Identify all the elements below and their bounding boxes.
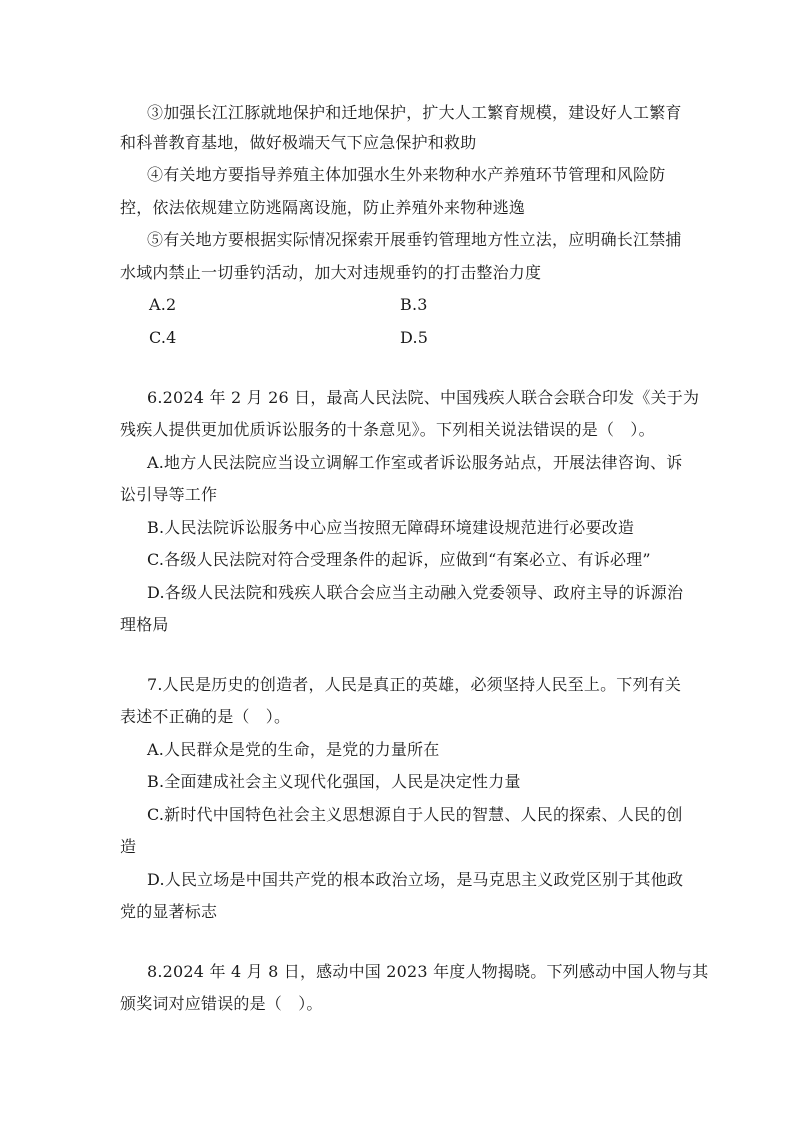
q7-option-b: B.全面建成社会主义现代化强国，人民是决定性力量 xyxy=(147,772,521,791)
q6-stem-line1: 6.2024 年 2 月 26 日，最高人民法院、中国残疾人联合会联合印发《关于为 xyxy=(147,388,700,407)
q5-item5-line2: 水域内禁止一切垂钓活动，加大对违规垂钓的打击整治力度 xyxy=(120,263,542,282)
q6-option-a-line1: A.地方人民法院应当设立调解工作室或者诉讼服务站点，开展法律咨询、诉 xyxy=(147,453,683,472)
q5-item4-line1: ④有关地方要指导养殖主体加强水生外来物种水产养殖环节管理和风险防 xyxy=(147,165,666,184)
q5-option-c: C.4 xyxy=(149,328,177,347)
q6-option-a-line2: 讼引导等工作 xyxy=(120,485,218,504)
q7-option-d-line2: 党的显著标志 xyxy=(120,902,218,921)
q6-stem-line2: 残疾人提供更加优质诉讼服务的十条意见》。下列相关说法错误的是（ ）。 xyxy=(120,420,655,439)
q8-stem-line1: 8.2024 年 4 月 8 日，感动中国 2023 年度人物揭晓。下列感动中国人物与其 xyxy=(147,962,709,981)
q7-option-c-line1: C.新时代中国特色社会主义思想源自于人民的智慧、人民的探索、人民的创 xyxy=(147,805,683,824)
q5-option-a: A.2 xyxy=(149,295,177,314)
q5-item4-line2: 控，依法依规建立防逃隔离设施，防止养殖外来物种逃逸 xyxy=(120,198,526,217)
q5-option-b: B.3 xyxy=(400,295,428,314)
q5-option-d: D.5 xyxy=(400,328,429,347)
q7-stem-line2: 表述不正确的是（ ）。 xyxy=(120,707,291,726)
q7-stem-line1: 7.人民是历史的创造者，人民是真正的英雄，必须坚持人民至上。下列有关 xyxy=(147,675,682,694)
q6-option-c: C.各级人民法院对符合受理条件的起诉，应做到“有案必立、有诉必理” xyxy=(147,550,651,569)
q8-stem-line2: 颁奖词对应错误的是（ ）。 xyxy=(120,994,323,1013)
q5-item3-line1: ③加强长江江豚就地保护和迁地保护，扩大人工繁育规模，建设好人工繁育 xyxy=(147,103,682,122)
q5-item3-line2: 和科普教育基地，做好极端天气下应急保护和救助 xyxy=(120,133,477,152)
q7-option-c-line2: 造 xyxy=(120,837,137,856)
q6-option-d-line2: 理格局 xyxy=(120,615,169,634)
q7-option-a: A.人民群众是党的生命，是党的力量所在 xyxy=(147,740,440,759)
q7-option-d-line1: D.人民立场是中国共产党的根本政治立场，是马克思主义政党区别于其他政 xyxy=(147,870,684,889)
q6-option-d-line1: D.各级人民法院和残疾人联合会应当主动融入党委领导、政府主导的诉源治 xyxy=(147,583,684,602)
q6-option-b: B.人民法院诉讼服务中心应当按照无障碍环境建设规范进行必要改造 xyxy=(147,518,635,537)
q5-item5-line1: ⑤有关地方要根据实际情况探索开展垂钓管理地方性立法，应明确长江禁捕 xyxy=(147,230,682,249)
